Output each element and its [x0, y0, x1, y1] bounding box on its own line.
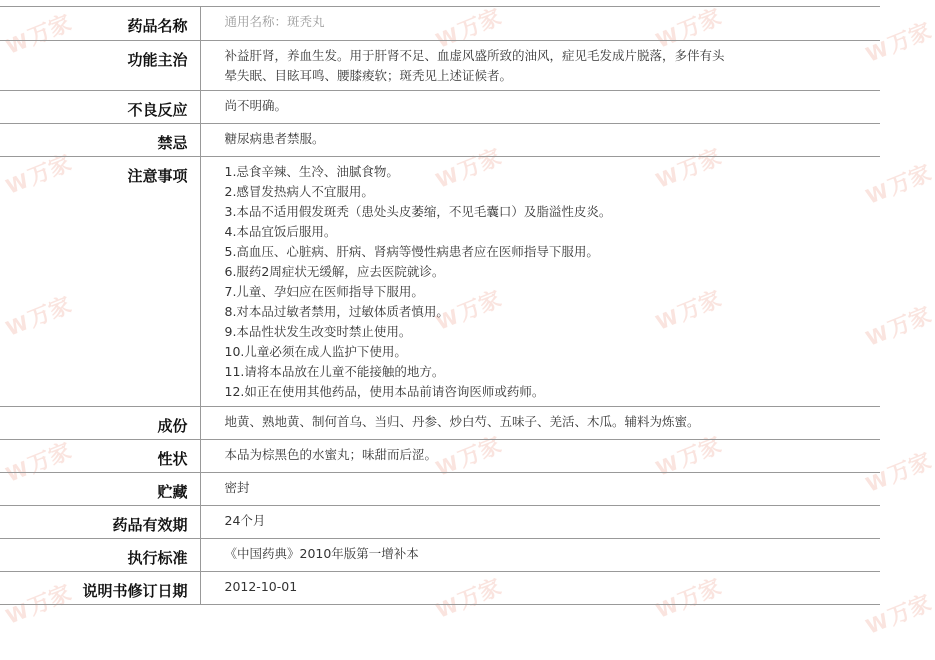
row-label: 注意事项	[0, 157, 200, 407]
watermark-logo-icon: W	[652, 22, 682, 53]
row-revision-date	[0, 572, 880, 605]
row-ingredients	[0, 407, 880, 440]
row-value	[200, 157, 880, 407]
text-line: 晕失眠、目眩耳鸣、腰膝痠软；斑秃见上述证候者。	[224, 68, 513, 83]
row-drug-name	[0, 7, 880, 41]
watermark-logo-icon: W	[2, 28, 32, 59]
watermark: W万家	[2, 11, 76, 59]
row-label: 性状	[0, 440, 200, 473]
watermark: W万家	[652, 5, 726, 53]
row-label: 禁忌	[0, 124, 200, 157]
row-contraindications	[0, 124, 880, 157]
row-value: 尚不明确。	[200, 91, 880, 124]
list-item: 7.儿童、孕妇应在医师指导下服用。	[224, 284, 424, 299]
row-value: 2012-10-01	[200, 572, 880, 605]
row-standard	[0, 539, 880, 572]
watermark: W万家	[652, 433, 726, 481]
watermark: W万家	[2, 293, 76, 341]
watermark-logo-icon: W	[652, 592, 682, 623]
watermark: W万家	[862, 591, 935, 639]
watermark: W万家	[652, 575, 726, 623]
row-adverse-reactions	[0, 91, 880, 124]
list-item: 1.忌食辛辣、生冷、油腻食物。	[224, 164, 399, 179]
watermark-logo-icon: W	[862, 608, 892, 639]
row-label: 成份	[0, 407, 200, 440]
list-item: 12.如正在使用其他药品，使用本品前请咨询医师或药师。	[224, 384, 545, 399]
watermark: W万家	[862, 19, 935, 67]
watermark-logo-icon: W	[432, 22, 462, 53]
list-item: 10.儿童必须在成人监护下使用。	[224, 344, 407, 359]
row-value: 通用名称：斑秃丸	[200, 7, 880, 41]
list-item: 8.对本品过敏者禁用，过敏体质者慎用。	[224, 304, 449, 319]
row-value: 密封	[200, 473, 880, 506]
watermark-logo-icon: W	[432, 592, 462, 623]
watermark-logo-icon: W	[652, 162, 682, 193]
list-item: 3.本品不适用假发斑秃（患处头皮萎缩，不见毛囊口）及脂溢性皮炎。	[224, 204, 612, 219]
text-line: 补益肝肾，养血生发。用于肝肾不足、血虚风盛所致的油风，症见毛发成片脱落，多伴有头	[224, 48, 725, 63]
watermark-logo-icon: W	[862, 178, 892, 209]
watermark: W万家	[862, 449, 935, 497]
watermark: W万家	[432, 433, 506, 481]
row-appearance	[0, 440, 880, 473]
watermark-logo-icon: W	[2, 168, 32, 199]
row-label: 不良反应	[0, 91, 200, 124]
watermark: W万家	[862, 161, 935, 209]
list-item: 6.服药2周症状无缓解，应去医院就诊。	[224, 264, 445, 279]
watermark-logo-icon: W	[862, 320, 892, 351]
row-value: 糖尿病患者禁服。	[200, 124, 880, 157]
list-item: 11.请将本品放在儿童不能接触的地方。	[224, 364, 445, 379]
row-label: 执行标准	[0, 539, 200, 572]
watermark: W万家	[432, 5, 506, 53]
list-item: 2.感冒发热病人不宜服用。	[224, 184, 374, 199]
row-value: 地黄、熟地黄、制何首乌、当归、丹参、炒白芍、五味子、羌活、木瓜。辅料为炼蜜。	[200, 407, 880, 440]
watermark-logo-icon: W	[862, 466, 892, 497]
row-label: 说明书修订日期	[0, 572, 200, 605]
row-indications	[0, 41, 880, 91]
row-value: 本品为棕黑色的水蜜丸；味甜而后涩。	[200, 440, 880, 473]
row-value: 《中国药典》2010年版第一增补本	[200, 539, 880, 572]
watermark: W万家	[652, 145, 726, 193]
row-label: 药品有效期	[0, 506, 200, 539]
watermark: W万家	[432, 575, 506, 623]
watermark: W万家	[2, 439, 76, 487]
row-label: 功能主治	[0, 41, 200, 91]
watermark: W万家	[432, 287, 506, 335]
list-item: 4.本品宜饭后服用。	[224, 224, 337, 239]
watermark-logo-icon: W	[2, 310, 32, 341]
watermark-logo-icon: W	[2, 456, 32, 487]
watermark: W万家	[862, 303, 935, 351]
list-item: 5.高血压、心脏病、肝病、肾病等慢性病患者应在医师指导下服用。	[224, 244, 599, 259]
watermark: W万家	[432, 145, 506, 193]
watermark-logo-icon: W	[652, 450, 682, 481]
watermark-logo-icon: W	[862, 36, 892, 67]
row-shelf-life	[0, 506, 880, 539]
watermark-logo-icon: W	[432, 450, 462, 481]
watermark: W万家	[2, 581, 76, 629]
row-value: 24个月	[200, 506, 880, 539]
drug-spec-table	[0, 6, 880, 605]
row-value	[200, 41, 880, 91]
watermark: W万家	[2, 151, 76, 199]
row-precautions	[0, 157, 880, 407]
watermark-logo-icon: W	[2, 598, 32, 629]
watermark-logo-icon: W	[652, 304, 682, 335]
watermark: W万家	[652, 287, 726, 335]
list-item: 9.本品性状发生改变时禁止使用。	[224, 324, 412, 339]
watermark-logo-icon: W	[432, 304, 462, 335]
row-label: 药品名称	[0, 7, 200, 41]
row-storage	[0, 473, 880, 506]
row-label: 贮藏	[0, 473, 200, 506]
watermark-logo-icon: W	[432, 162, 462, 193]
